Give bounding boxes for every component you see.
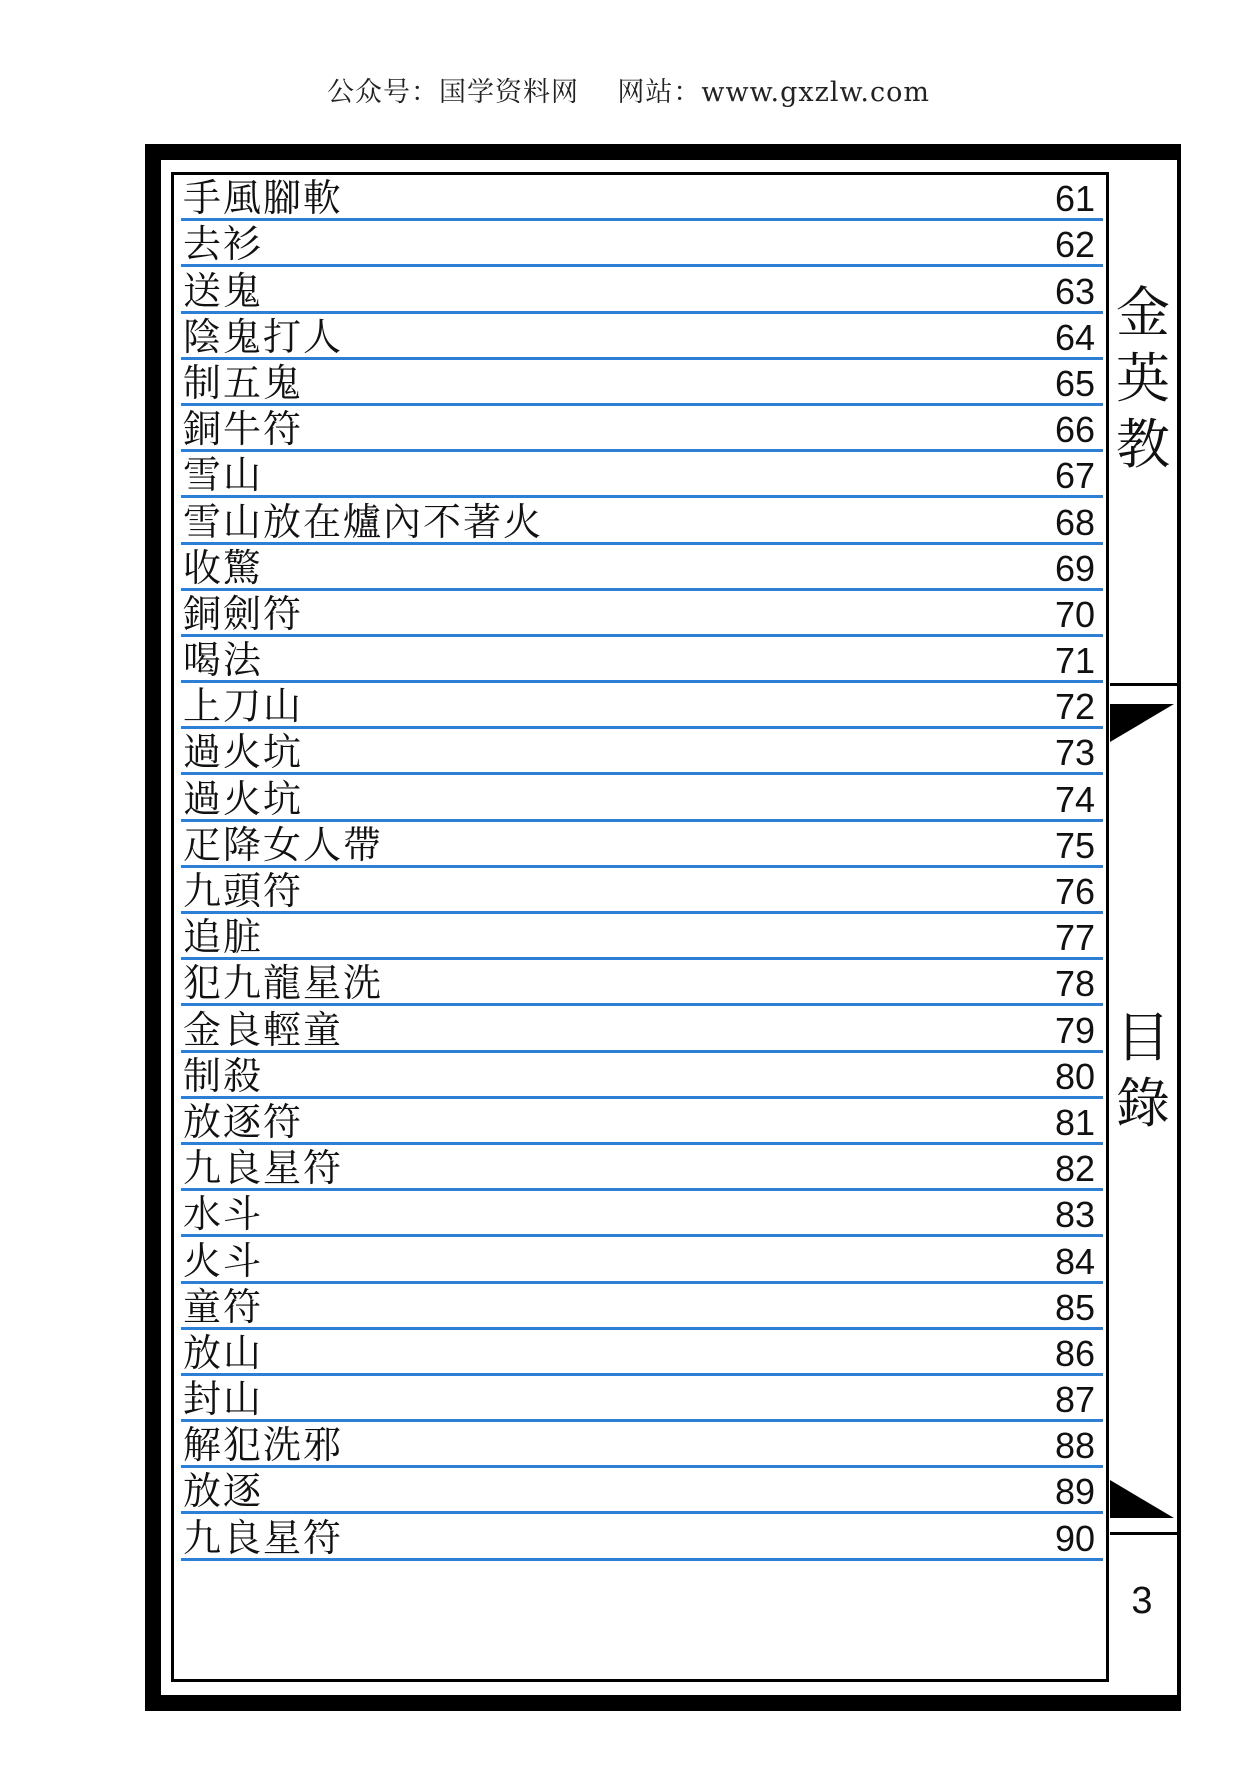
toc-entry-title: 送鬼 <box>183 268 264 313</box>
toc-entry-page: 69 <box>1054 547 1095 589</box>
toc-entry <box>181 406 1103 452</box>
toc-entry-page: 63 <box>1054 270 1095 312</box>
toc-entry-page: 90 <box>1054 1517 1095 1559</box>
toc-entry <box>181 868 1103 914</box>
side-divider <box>1110 683 1177 686</box>
header-website: 网站：www.gxzlw.com <box>617 77 930 108</box>
toc-entry-title: 銅牛符 <box>183 407 304 452</box>
toc-entry <box>181 591 1103 637</box>
toc-entry-title: 手風腳軟 <box>183 176 344 221</box>
toc-entry-page: 89 <box>1054 1471 1095 1513</box>
toc-entry <box>181 914 1103 960</box>
toc-entry-title: 放山 <box>183 1330 264 1375</box>
page-header <box>0 70 1257 109</box>
toc-entry-title: 制殺 <box>183 1053 264 1098</box>
toc-entry-title: 放逐 <box>183 1469 264 1514</box>
toc-entry <box>181 1284 1103 1330</box>
toc-entry-page: 80 <box>1054 1055 1095 1097</box>
toc-entry-title: 九良星符 <box>183 1146 344 1191</box>
toc-entry-page: 79 <box>1054 1009 1095 1051</box>
toc-entry-title: 上刀山 <box>183 684 304 729</box>
toc-entry <box>181 221 1103 267</box>
book-title-char: 英 <box>1116 347 1170 410</box>
header-account: 公众号：国学资料网 <box>327 77 580 108</box>
toc-entry <box>181 775 1103 821</box>
toc-entry <box>181 1191 1103 1237</box>
toc-entry-title: 火斗 <box>183 1238 264 1283</box>
toc-entry-title: 九良星符 <box>183 1515 344 1560</box>
toc-entry-title: 去衫 <box>183 222 264 267</box>
toc-entry <box>181 1330 1103 1376</box>
book-title-char: 教 <box>1116 413 1170 476</box>
toc-entry <box>181 267 1103 313</box>
fishtail-mark-top <box>1110 704 1174 744</box>
book-title <box>1112 280 1174 478</box>
toc-entry-page: 71 <box>1054 640 1095 682</box>
toc-entry <box>181 729 1103 775</box>
toc-entry-title: 制五鬼 <box>183 360 304 405</box>
book-title-char: 金 <box>1116 281 1170 344</box>
page-number: 3 <box>1131 1580 1153 1622</box>
section-title <box>1112 1005 1174 1137</box>
toc-entry-title: 疋降女人帶 <box>183 822 384 867</box>
toc-entry-page: 84 <box>1054 1240 1095 1282</box>
toc-entry-page: 78 <box>1054 963 1095 1005</box>
toc-entry-title: 童符 <box>183 1284 264 1329</box>
toc-entry-title: 過火坑 <box>183 776 304 821</box>
toc-entry-page: 68 <box>1054 501 1095 543</box>
toc-entry-title: 喝法 <box>183 638 264 683</box>
toc-entry <box>181 175 1103 221</box>
toc-entry-page: 76 <box>1054 871 1095 912</box>
toc-entry-page: 64 <box>1054 316 1095 358</box>
toc-entry <box>181 452 1103 498</box>
toc-entry-title: 九頭符 <box>183 869 304 913</box>
toc-entry-page: 70 <box>1054 593 1095 635</box>
toc-entry <box>181 360 1103 406</box>
toc-entry-page: 83 <box>1054 1194 1095 1236</box>
toc-entry-page: 65 <box>1054 362 1095 404</box>
toc-entry-title: 銅劍符 <box>183 591 304 636</box>
toc-entry-page: 72 <box>1054 686 1095 728</box>
toc-entry-title: 過火坑 <box>183 730 304 775</box>
toc-entry-title: 追脏 <box>183 915 264 960</box>
toc-entry-page: 74 <box>1054 778 1095 820</box>
toc-entry <box>181 1237 1103 1283</box>
toc-entry-page: 75 <box>1054 824 1095 866</box>
toc-entry-title: 水斗 <box>183 1192 264 1237</box>
side-divider-bottom <box>1110 1532 1177 1535</box>
toc-entry <box>181 1006 1103 1052</box>
toc-entry <box>181 1468 1103 1514</box>
toc-entry-page: 66 <box>1054 409 1095 451</box>
toc-entry <box>181 314 1103 360</box>
toc-entry-page: 88 <box>1054 1425 1095 1467</box>
toc-entry-page: 62 <box>1054 224 1095 266</box>
toc-entry-page: 81 <box>1054 1101 1095 1143</box>
toc-entry-page: 61 <box>1054 178 1095 220</box>
toc-entry-page: 85 <box>1054 1286 1095 1328</box>
toc-list <box>181 175 1103 1561</box>
section-title-char: 錄 <box>1116 1072 1170 1135</box>
toc-entry-title: 雪山 <box>183 453 264 498</box>
toc-entry <box>181 822 1103 868</box>
fishtail-mark-bottom <box>1110 1478 1174 1518</box>
toc-entry <box>181 960 1103 1006</box>
toc-entry <box>181 1376 1103 1422</box>
toc-entry-title: 金良輕童 <box>183 1007 344 1052</box>
toc-entry-page: 82 <box>1054 1148 1095 1190</box>
toc-entry-title: 放逐符 <box>183 1099 304 1144</box>
toc-entry <box>181 637 1103 683</box>
toc-entry-title: 收驚 <box>183 545 264 590</box>
toc-entry <box>181 1053 1103 1099</box>
toc-entry <box>181 1422 1103 1468</box>
toc-entry-title: 解犯洗邪 <box>183 1423 344 1468</box>
toc-entry <box>181 545 1103 591</box>
toc-entry <box>181 1145 1103 1191</box>
toc-entry <box>181 1099 1103 1145</box>
toc-entry-page: 67 <box>1054 455 1095 497</box>
toc-entry-page: 87 <box>1054 1379 1095 1421</box>
toc-entry-page: 77 <box>1054 917 1095 959</box>
toc-entry <box>181 683 1103 729</box>
toc-entry-title: 雪山放在爐內不著火 <box>183 499 544 544</box>
toc-entry-page: 73 <box>1054 732 1095 774</box>
toc-entry <box>181 1514 1103 1560</box>
toc-entry-title: 犯九龍星洗 <box>183 961 384 1006</box>
section-title-char: 目 <box>1116 1006 1170 1069</box>
toc-entry-page: 86 <box>1054 1332 1095 1374</box>
toc-entry-title: 陰鬼打人 <box>183 314 344 359</box>
toc-entry <box>181 498 1103 544</box>
toc-entry-title: 封山 <box>183 1377 264 1422</box>
